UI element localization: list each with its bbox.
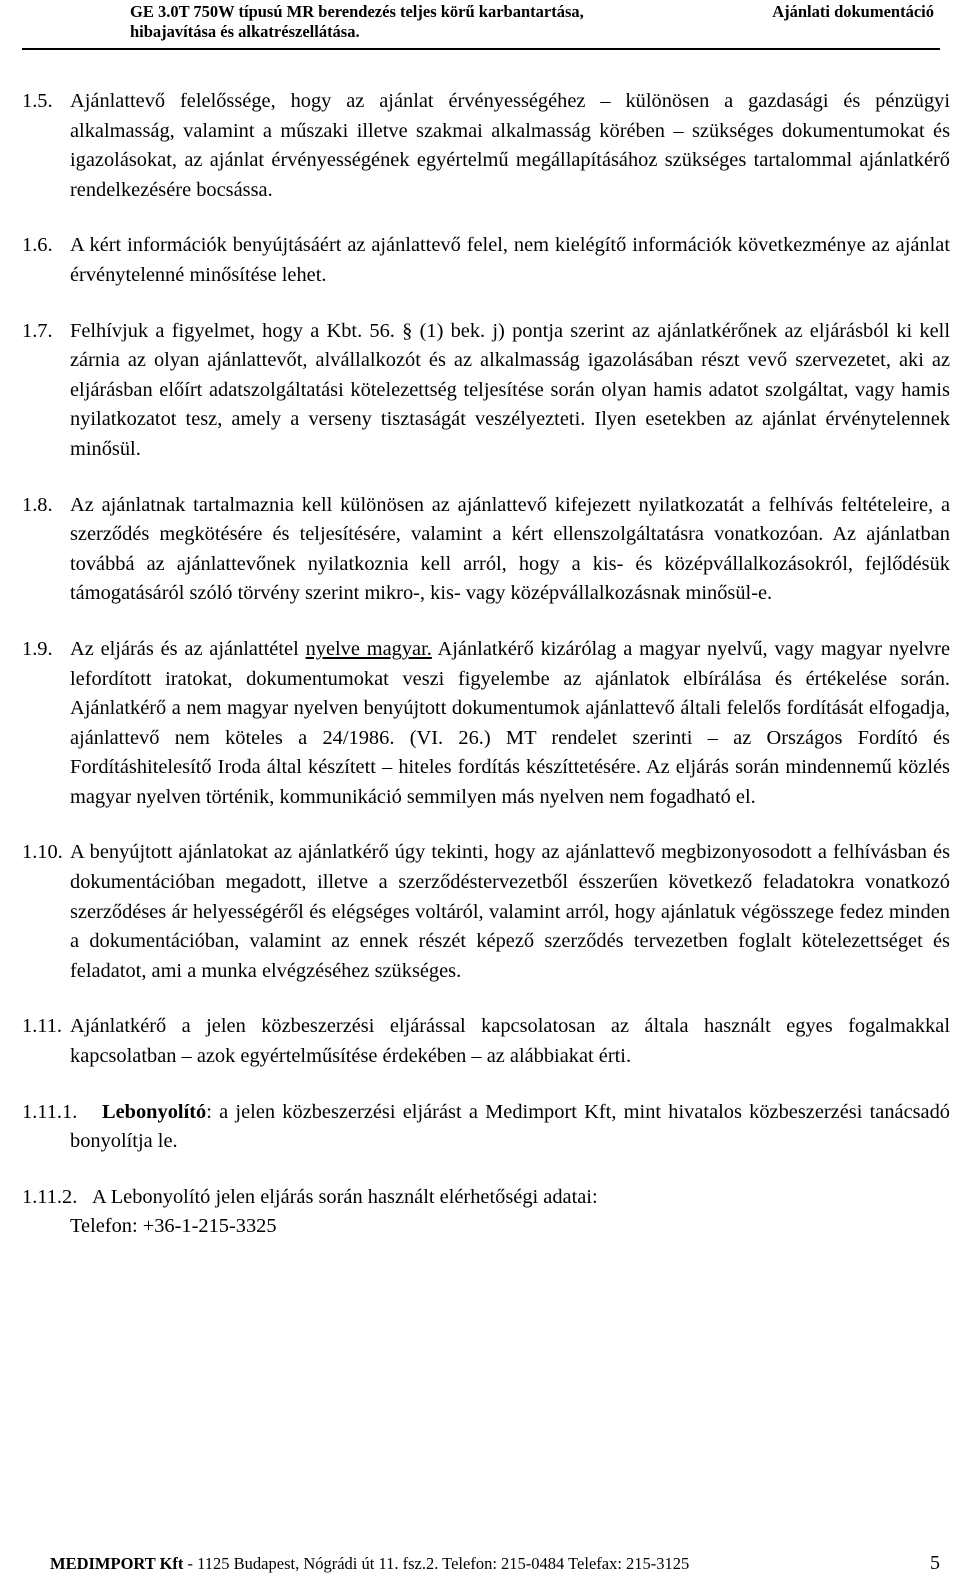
section-text: A Lebonyolító jelen eljárás során használt elérhetőségi adatai: [92,1185,598,1208]
footer-company: MEDIMPORT Kft [50,1554,184,1573]
section-text-after: : a jelen közbeszerzési eljárást a Medimport Kft, mint hivatalos közbeszerzési tanácsadó bonyolítja le. [70,1100,950,1153]
section-text: A benyújtott ajánlatokat az ajánlatkérő úgy tekinti, hogy az ajánlattevő megbizonyosodott a felhívásban és dokumentációban megadott, illetve a szerződéstervezetből ésszerűen következő feladatokra vonatkozó szerződéses ár helyességéről és elégséges voltáról, valamint arról, hogy ajánlatuk végösszege fedez minden a dokumentációban, valamint az ennek részét képező szerződés tervezetben foglalt kötelezettséget és feladatot, ami a munka elvégzéséhez szükséges. [70,841,950,982]
page-number: 5 [930,1552,940,1574]
section-1-11-1 [22,1098,950,1157]
section-number: 1.11.1. [22,1100,78,1123]
section-1-7 [22,317,950,465]
section-text: Az ajánlatnak tartalmaznia kell különösen az ajánlattevő kifejezett nyilatkozatát a felhívás feltételeire, a szerződés megkötésére és teljesítésére, valamint a kért ellenszolgáltatásra vonatkozóan. Az ajánlatban továbbá az ajánlattevőnek nyilatkoznia kell arról, hogy a kis- és középvállalkozásokról, fejlődésük támogatásáról szóló törvény szerint mikro-, kis- vagy középvállalkozásnak minősül-e. [70,493,950,605]
section-1-8 [22,491,950,609]
section-text-before: Az eljárás és az ajánlattétel [70,637,306,660]
section-number: 1.10. [22,841,63,864]
section-1-11-2 [22,1183,950,1242]
document-title [130,2,690,42]
section-1-9 [22,635,950,813]
section-number: 1.7. [22,319,53,342]
term-bold: Lebonyolító [102,1100,207,1123]
section-number: 1.11.2. [22,1185,78,1208]
section-number: 1.5. [22,90,53,112]
section-number: 1.6. [22,234,53,257]
footer-text [50,1554,689,1574]
document-type: Ajánlati dokumentáció [772,2,934,21]
section-text-after: Ajánlatkérő kizárólag a magyar nyelvű, vagy magyar nyelvre lefordított iratokat, dokumentumokat veszi figyelembe az ajánlatok elbírálása és értékelése során. Ajánlatkérő a nem magyar nyelven benyújtott dokumentumok ajánlattevő általi felelős fordítását elfogadja, ajánlattevő nem köteles a 24/1986. (VI. 26.) MT rendelet szerinti – az Országos Fordító és Fordításhitelesítő Iroda által készített – hiteles fordítás készíttetésére. Az eljárás során mindennemű közlés magyar nyelven történik, kommunikáció semmilyen más nyelven nem fogadható el. [70,637,950,808]
section-text: Felhívjuk a figyelmet, hogy a Kbt. 56. § (1) bek. j) pontja szerint az ajánlatkérőnek az eljárásból ki kell zárnia az olyan ajánlattevőt, alvállalkozót és az alkalmasság igazolásában részt vevő szervezetet, aki az eljárásban előírt adatszolgáltatási kötelezettség teljesítése során olyan hamis adatot szolgáltat, vagy hamis nyilatkozatot tesz, amely a verseny tisztaságát veszélyezteti. Ilyen esetekben az ajánlat érvénytelennek minősül. [70,319,950,460]
section-text: Ajánlattevő felelőssége, hogy az ajánlat érvényességéhez – különösen a gazdasági és pénzügyi alkalmasság, valamint a műszaki illetve szakmai alkalmasság körében – szükséges dokumentumokat és igazolásokat, az ajánlat érvényességének egyértelmű megállapításához szükséges tartalommal ajánlatkérő rendelkezésére bocsássa. [70,90,950,201]
section-number: 1.11. [22,1015,63,1038]
page-footer [22,1548,940,1572]
document-body [22,87,950,1268]
language-underlined: nyelve magyar. [305,637,432,660]
section-text: A kért információk benyújtásáért az ajánlattevő felel, nem kielégítő információk következménye az ajánlat érvénytelenné minősítése lehet. [70,234,950,286]
footer-details: - 1125 Budapest, Nógrádi út 11. fsz.2. Telefon: 215-0484 Telefax: 215-3125 [183,1554,690,1573]
document-title-line2: hibajavítása és alkatrészellátása. [130,22,360,41]
document-title-line1: GE 3.0T 750W típusú MR berendezés teljes körű karbantartása, [130,2,584,21]
section-1-10 [22,838,950,986]
section-text: Ajánlatkérő a jelen közbeszerzési eljárással kapcsolatosan az általa használt egyes fogalmakkal kapcsolatban – azok egyértelműsítése érdekében – az alábbiakat érti. [70,1015,950,1068]
section-1-6 [22,231,950,290]
page-header [22,0,940,50]
section-1-5 [22,87,950,205]
section-number: 1.9. [22,637,53,660]
section-1-11 [22,1012,950,1071]
contact-phone: Telefon: +36-1-215-3325 [70,1215,277,1238]
section-number: 1.8. [22,493,53,516]
